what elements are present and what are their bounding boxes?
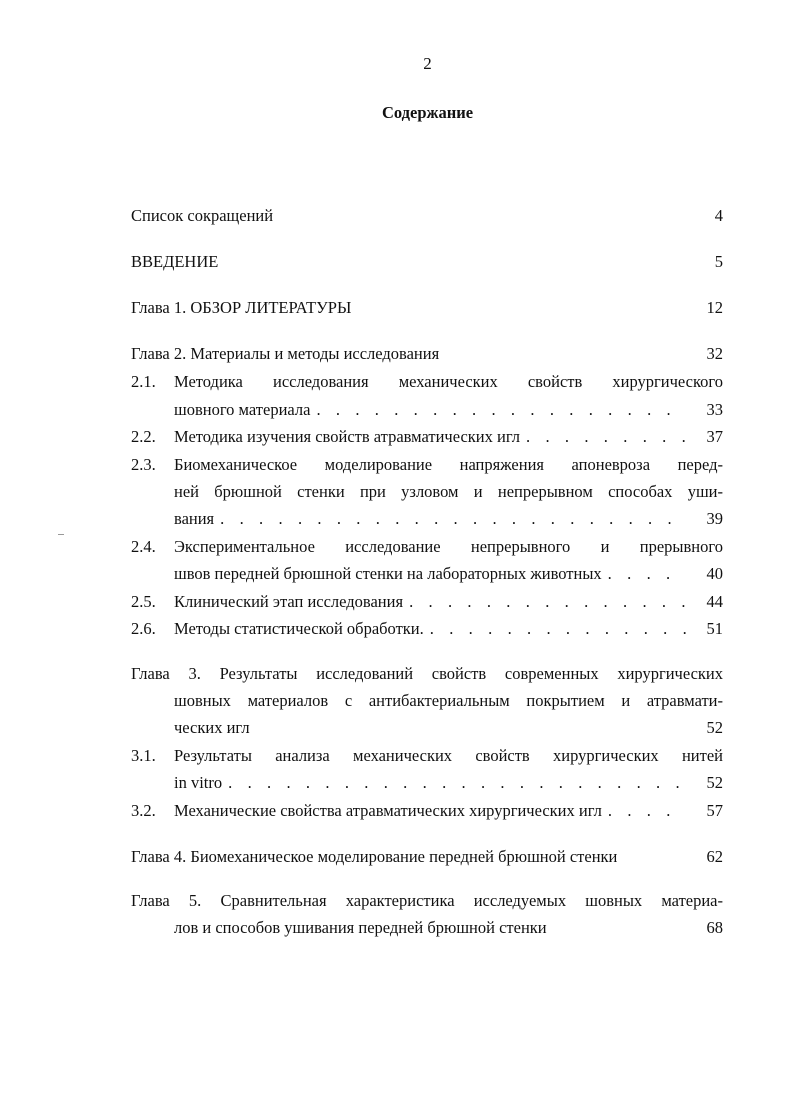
toc-page-number: 68: [706, 918, 723, 937]
page-number: 2: [423, 54, 432, 73]
toc-page-number: 57: [706, 801, 723, 820]
toc-page-number: 52: [706, 773, 723, 792]
toc-entry-2-1-cont: шовного материала . . .: [174, 398, 686, 422]
toc-entry-introduction: ВВЕДЕНИЕ: [131, 252, 219, 271]
toc-entry-chapter-3: Глава 3. Результаты исследований свойств современных хирургических: [131, 664, 723, 683]
toc-entry-2-6: Методы статистической обработки. . . .: [174, 617, 686, 641]
toc-page-number: 4: [714, 206, 723, 225]
toc-section-number: 2.5.: [131, 592, 156, 611]
toc-entry-2-1: Методика исследования механических свойств хирургического: [174, 372, 723, 391]
dot-leader: [220, 507, 686, 531]
toc-entry-chapter-3-cont: ческих игл: [174, 718, 250, 737]
toc-section-number: 2.2.: [131, 427, 156, 446]
toc-entry-2-5: Клинический этап исследования . . .: [174, 590, 686, 614]
toc-section-number: 2.1.: [131, 372, 156, 391]
toc-entry-3-2: Механические свойства атравматических хирургических игл . . .: [174, 799, 686, 823]
toc-entry-2-4: Экспериментальное исследование непрерывного и прерывного: [174, 537, 723, 556]
toc-entry-2-3: Биомеханическое моделирование напряжения апоневроза перед-: [174, 455, 723, 474]
toc-page-number: 62: [706, 847, 723, 866]
toc-section-number: 3.1.: [131, 746, 156, 765]
toc-page-number: 12: [706, 298, 723, 317]
page-title: Содержание: [381, 103, 474, 122]
dot-leader: [430, 617, 686, 641]
toc-section-number: 2.3.: [131, 455, 156, 474]
dot-leader: [608, 799, 686, 823]
toc-entry-chapter-3-cont: шовных материалов с антибактериальным покрытием и атравмати-: [174, 691, 723, 710]
toc-entry-2-3-cont: ней брюшной стенки при узловом и непрерывном способах уши-: [174, 482, 723, 501]
scan-mark: [58, 534, 64, 535]
dot-leader: [409, 590, 686, 614]
toc-entry-chapter-4: Глава 4. Биомеханическое моделирование передней брюшной стенки: [131, 847, 618, 866]
toc-section-number: 2.4.: [131, 537, 156, 556]
toc-entry-chapter-1: Глава 1. ОБЗОР ЛИТЕРАТУРЫ: [131, 298, 352, 317]
toc-page-number: 5: [714, 252, 723, 271]
toc-page-number: 52: [706, 718, 723, 737]
toc-entry-2-3-cont: вания . . .: [174, 507, 686, 531]
toc-page-number: 40: [706, 564, 723, 583]
dot-leader: [228, 771, 686, 795]
toc-entry-chapter-5: Глава 5. Сравнительная характеристика исследуемых шовных материа-: [131, 891, 723, 910]
dot-leader: [608, 562, 686, 586]
toc-page-number: 51: [706, 619, 723, 638]
toc-page-number: 32: [706, 344, 723, 363]
toc-entry-chapter-5-cont: лов и способов ушивания передней брюшной стенки: [174, 918, 547, 937]
toc-entry-3-1-cont: in vitro . . .: [174, 771, 686, 795]
toc-entry-2-4-cont: швов передней брюшной стенки на лабораторных животных . . .: [174, 562, 686, 586]
toc-entry-3-1: Результаты анализа механических свойств хирургических нитей: [174, 746, 723, 765]
dot-leader: [316, 398, 686, 422]
toc-entry-2-2: Методика изучения свойств атравматических игл . . .: [174, 425, 686, 449]
toc-page-number: 44: [706, 592, 723, 611]
toc-entry-chapter-2: Глава 2. Материалы и методы исследования: [131, 344, 440, 363]
dot-leader: [526, 425, 686, 449]
toc-page-number: 37: [706, 427, 723, 446]
toc-section-number: 2.6.: [131, 619, 156, 638]
toc-entry-abbreviations: Список сокращений: [131, 206, 274, 225]
toc-page-number: 33: [706, 400, 723, 419]
toc-section-number: 3.2.: [131, 801, 156, 820]
toc-page-number: 39: [706, 509, 723, 528]
